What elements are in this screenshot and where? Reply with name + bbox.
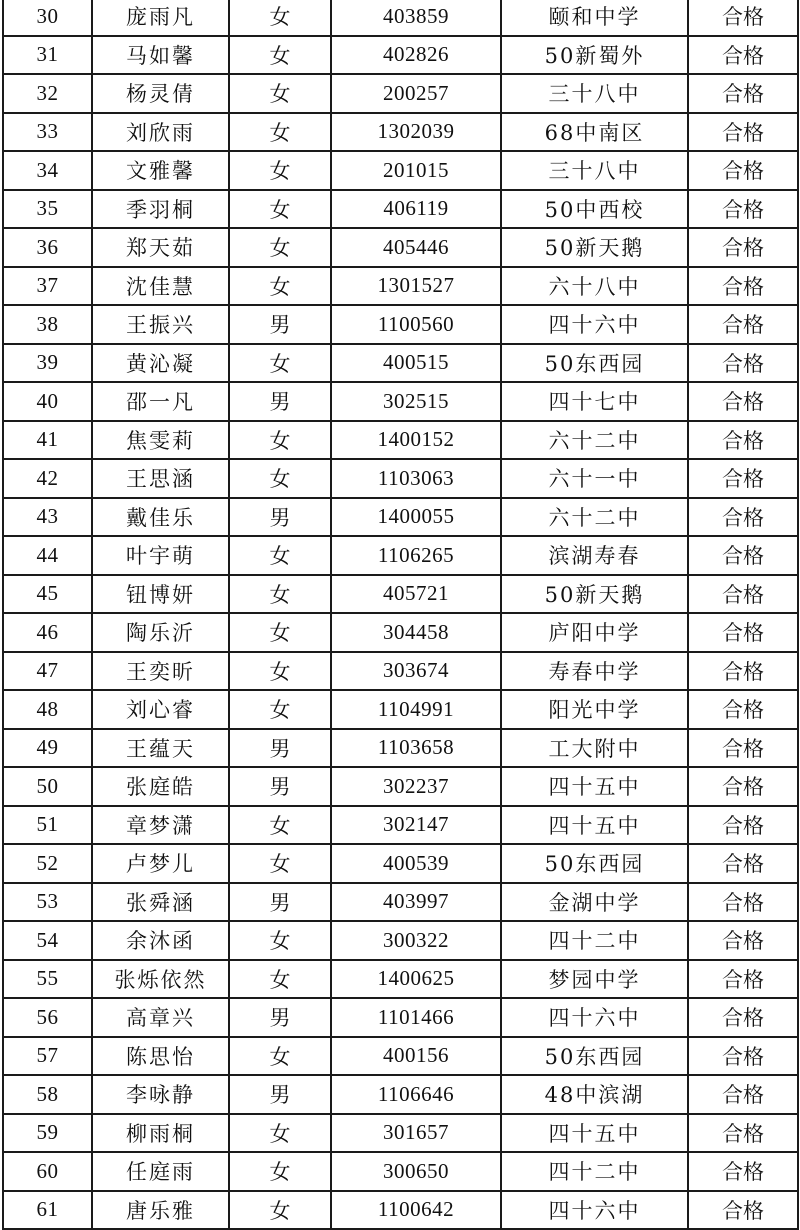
table-row xyxy=(3,536,798,575)
table-row xyxy=(3,1114,798,1153)
table-row xyxy=(3,960,798,999)
cell-result: 合格 xyxy=(688,267,798,306)
cell-id: 302515 xyxy=(331,382,501,421)
table-row xyxy=(3,1037,798,1076)
cell-name: 杨灵倩 xyxy=(92,74,229,113)
cell-number: 37 xyxy=(3,267,92,306)
cell-name: 王奕昕 xyxy=(92,652,229,691)
table-row xyxy=(3,228,798,267)
cell-result: 合格 xyxy=(688,921,798,960)
table-row xyxy=(3,421,798,460)
cell-id: 1100642 xyxy=(331,1191,501,1230)
cell-school: 50新蜀外 xyxy=(501,36,688,75)
cell-school: 四十五中 xyxy=(501,1114,688,1153)
cell-id: 300650 xyxy=(331,1152,501,1191)
table-row xyxy=(3,1152,798,1191)
cell-school: 四十六中 xyxy=(501,305,688,344)
cell-school: 50东西园 xyxy=(501,844,688,883)
cell-id: 400539 xyxy=(331,844,501,883)
table-body xyxy=(3,0,798,1229)
cell-name: 柳雨桐 xyxy=(92,1114,229,1153)
cell-name: 张舜涵 xyxy=(92,883,229,922)
cell-name: 刘心睿 xyxy=(92,690,229,729)
cell-result: 合格 xyxy=(688,613,798,652)
cell-result: 合格 xyxy=(688,1152,798,1191)
cell-result: 合格 xyxy=(688,0,798,36)
cell-result: 合格 xyxy=(688,690,798,729)
cell-number: 32 xyxy=(3,74,92,113)
cell-school: 滨湖寿春 xyxy=(501,536,688,575)
cell-school: 梦园中学 xyxy=(501,960,688,999)
cell-number: 45 xyxy=(3,575,92,614)
table-row xyxy=(3,190,798,229)
cell-id: 201015 xyxy=(331,151,501,190)
cell-school: 四十五中 xyxy=(501,806,688,845)
table-row xyxy=(3,806,798,845)
cell-id: 400515 xyxy=(331,344,501,383)
cell-number: 46 xyxy=(3,613,92,652)
cell-gender: 女 xyxy=(229,151,331,190)
cell-gender: 男 xyxy=(229,767,331,806)
cell-gender: 女 xyxy=(229,1037,331,1076)
cell-gender: 女 xyxy=(229,0,331,36)
cell-id: 403859 xyxy=(331,0,501,36)
cell-result: 合格 xyxy=(688,305,798,344)
cell-result: 合格 xyxy=(688,844,798,883)
cell-name: 卢梦儿 xyxy=(92,844,229,883)
cell-school: 工大附中 xyxy=(501,729,688,768)
cell-name: 沈佳慧 xyxy=(92,267,229,306)
cell-result: 合格 xyxy=(688,575,798,614)
cell-gender: 女 xyxy=(229,536,331,575)
cell-number: 61 xyxy=(3,1191,92,1230)
cell-school: 三十八中 xyxy=(501,151,688,190)
cell-result: 合格 xyxy=(688,652,798,691)
cell-id: 1104991 xyxy=(331,690,501,729)
table-row xyxy=(3,382,798,421)
cell-gender: 男 xyxy=(229,729,331,768)
cell-name: 陶乐沂 xyxy=(92,613,229,652)
cell-result: 合格 xyxy=(688,1075,798,1114)
table-row xyxy=(3,921,798,960)
cell-number: 55 xyxy=(3,960,92,999)
cell-id: 200257 xyxy=(331,74,501,113)
cell-gender: 男 xyxy=(229,382,331,421)
cell-id: 1101466 xyxy=(331,998,501,1037)
cell-result: 合格 xyxy=(688,228,798,267)
cell-id: 1106646 xyxy=(331,1075,501,1114)
cell-number: 41 xyxy=(3,421,92,460)
cell-school: 颐和中学 xyxy=(501,0,688,36)
cell-result: 合格 xyxy=(688,344,798,383)
cell-id: 400156 xyxy=(331,1037,501,1076)
cell-number: 40 xyxy=(3,382,92,421)
cell-id: 402826 xyxy=(331,36,501,75)
cell-id: 304458 xyxy=(331,613,501,652)
cell-id: 405446 xyxy=(331,228,501,267)
cell-result: 合格 xyxy=(688,74,798,113)
cell-result: 合格 xyxy=(688,806,798,845)
cell-number: 58 xyxy=(3,1075,92,1114)
cell-name: 王蕴天 xyxy=(92,729,229,768)
cell-result: 合格 xyxy=(688,421,798,460)
cell-gender: 女 xyxy=(229,36,331,75)
cell-id: 1302039 xyxy=(331,113,501,152)
cell-school: 寿春中学 xyxy=(501,652,688,691)
table-row xyxy=(3,113,798,152)
cell-name: 唐乐雅 xyxy=(92,1191,229,1230)
cell-gender: 女 xyxy=(229,228,331,267)
table-row xyxy=(3,1191,798,1230)
cell-school: 48中滨湖 xyxy=(501,1075,688,1114)
cell-name: 余沐函 xyxy=(92,921,229,960)
table-row xyxy=(3,767,798,806)
cell-number: 48 xyxy=(3,690,92,729)
cell-name: 焦雯莉 xyxy=(92,421,229,460)
cell-number: 36 xyxy=(3,228,92,267)
cell-gender: 男 xyxy=(229,305,331,344)
cell-name: 季羽桐 xyxy=(92,190,229,229)
cell-id: 1106265 xyxy=(331,536,501,575)
cell-id: 1100560 xyxy=(331,305,501,344)
cell-school: 四十五中 xyxy=(501,767,688,806)
cell-number: 51 xyxy=(3,806,92,845)
cell-school: 四十六中 xyxy=(501,998,688,1037)
cell-gender: 男 xyxy=(229,998,331,1037)
cell-number: 59 xyxy=(3,1114,92,1153)
cell-number: 44 xyxy=(3,536,92,575)
cell-id: 1400152 xyxy=(331,421,501,460)
cell-gender: 女 xyxy=(229,344,331,383)
cell-school: 六十二中 xyxy=(501,421,688,460)
table-row xyxy=(3,151,798,190)
cell-school: 金湖中学 xyxy=(501,883,688,922)
cell-number: 33 xyxy=(3,113,92,152)
cell-gender: 女 xyxy=(229,1152,331,1191)
cell-id: 403997 xyxy=(331,883,501,922)
cell-name: 高章兴 xyxy=(92,998,229,1037)
cell-number: 53 xyxy=(3,883,92,922)
table-row xyxy=(3,883,798,922)
table-row xyxy=(3,498,798,537)
cell-result: 合格 xyxy=(688,459,798,498)
cell-number: 39 xyxy=(3,344,92,383)
cell-number: 54 xyxy=(3,921,92,960)
cell-id: 1400055 xyxy=(331,498,501,537)
cell-name: 张烁依然 xyxy=(92,960,229,999)
cell-name: 文雅馨 xyxy=(92,151,229,190)
cell-result: 合格 xyxy=(688,960,798,999)
cell-gender: 女 xyxy=(229,921,331,960)
cell-number: 42 xyxy=(3,459,92,498)
table-row xyxy=(3,844,798,883)
cell-result: 合格 xyxy=(688,113,798,152)
results-table xyxy=(2,0,799,1230)
cell-school: 50新天鹅 xyxy=(501,575,688,614)
cell-number: 35 xyxy=(3,190,92,229)
cell-id: 405721 xyxy=(331,575,501,614)
cell-school: 50东西园 xyxy=(501,344,688,383)
table-row xyxy=(3,459,798,498)
cell-name: 陈思怡 xyxy=(92,1037,229,1076)
cell-gender: 男 xyxy=(229,1075,331,1114)
cell-result: 合格 xyxy=(688,190,798,229)
cell-name: 郑天茹 xyxy=(92,228,229,267)
cell-result: 合格 xyxy=(688,998,798,1037)
cell-gender: 女 xyxy=(229,421,331,460)
cell-number: 60 xyxy=(3,1152,92,1191)
cell-gender: 女 xyxy=(229,806,331,845)
cell-school: 六十八中 xyxy=(501,267,688,306)
cell-name: 张庭皓 xyxy=(92,767,229,806)
cell-number: 31 xyxy=(3,36,92,75)
table-row xyxy=(3,575,798,614)
cell-school: 四十七中 xyxy=(501,382,688,421)
cell-school: 四十二中 xyxy=(501,921,688,960)
cell-name: 王振兴 xyxy=(92,305,229,344)
cell-gender: 女 xyxy=(229,690,331,729)
cell-school: 阳光中学 xyxy=(501,690,688,729)
cell-school: 四十二中 xyxy=(501,1152,688,1191)
cell-gender: 女 xyxy=(229,74,331,113)
cell-gender: 女 xyxy=(229,575,331,614)
cell-name: 刘欣雨 xyxy=(92,113,229,152)
cell-gender: 女 xyxy=(229,613,331,652)
cell-name: 庞雨凡 xyxy=(92,0,229,36)
cell-result: 合格 xyxy=(688,729,798,768)
cell-gender: 男 xyxy=(229,883,331,922)
cell-id: 406119 xyxy=(331,190,501,229)
cell-name: 钮博妍 xyxy=(92,575,229,614)
cell-id: 1103658 xyxy=(331,729,501,768)
cell-school: 庐阳中学 xyxy=(501,613,688,652)
table-row xyxy=(3,74,798,113)
cell-number: 30 xyxy=(3,0,92,36)
cell-school: 50中西校 xyxy=(501,190,688,229)
cell-name: 任庭雨 xyxy=(92,1152,229,1191)
cell-gender: 女 xyxy=(229,1191,331,1230)
cell-result: 合格 xyxy=(688,1114,798,1153)
cell-school: 50新天鹅 xyxy=(501,228,688,267)
cell-number: 47 xyxy=(3,652,92,691)
cell-result: 合格 xyxy=(688,151,798,190)
cell-id: 302237 xyxy=(331,767,501,806)
cell-id: 300322 xyxy=(331,921,501,960)
cell-number: 34 xyxy=(3,151,92,190)
table-row xyxy=(3,267,798,306)
cell-gender: 女 xyxy=(229,190,331,229)
cell-result: 合格 xyxy=(688,767,798,806)
cell-school: 六十二中 xyxy=(501,498,688,537)
cell-school: 50东西园 xyxy=(501,1037,688,1076)
cell-number: 57 xyxy=(3,1037,92,1076)
cell-gender: 女 xyxy=(229,652,331,691)
cell-id: 303674 xyxy=(331,652,501,691)
cell-result: 合格 xyxy=(688,536,798,575)
cell-id: 1103063 xyxy=(331,459,501,498)
table-row xyxy=(3,729,798,768)
cell-id: 301657 xyxy=(331,1114,501,1153)
cell-name: 叶宇萌 xyxy=(92,536,229,575)
cell-result: 合格 xyxy=(688,1191,798,1230)
cell-id: 302147 xyxy=(331,806,501,845)
cell-number: 43 xyxy=(3,498,92,537)
cell-gender: 女 xyxy=(229,1114,331,1153)
cell-school: 68中南区 xyxy=(501,113,688,152)
cell-number: 52 xyxy=(3,844,92,883)
cell-result: 合格 xyxy=(688,498,798,537)
cell-gender: 女 xyxy=(229,113,331,152)
cell-school: 三十八中 xyxy=(501,74,688,113)
cell-result: 合格 xyxy=(688,36,798,75)
cell-id: 1301527 xyxy=(331,267,501,306)
table-row xyxy=(3,613,798,652)
cell-school: 六十一中 xyxy=(501,459,688,498)
table-row xyxy=(3,998,798,1037)
cell-gender: 女 xyxy=(229,844,331,883)
table-row xyxy=(3,1075,798,1114)
cell-id: 1400625 xyxy=(331,960,501,999)
table-row xyxy=(3,690,798,729)
cell-result: 合格 xyxy=(688,883,798,922)
table-row xyxy=(3,305,798,344)
cell-result: 合格 xyxy=(688,1037,798,1076)
cell-number: 49 xyxy=(3,729,92,768)
cell-result: 合格 xyxy=(688,382,798,421)
cell-name: 戴佳乐 xyxy=(92,498,229,537)
cell-number: 38 xyxy=(3,305,92,344)
table-row xyxy=(3,36,798,75)
cell-name: 黄沁凝 xyxy=(92,344,229,383)
cell-name: 邵一凡 xyxy=(92,382,229,421)
cell-name: 章梦潇 xyxy=(92,806,229,845)
cell-gender: 女 xyxy=(229,960,331,999)
cell-name: 马如馨 xyxy=(92,36,229,75)
cell-gender: 女 xyxy=(229,459,331,498)
cell-gender: 男 xyxy=(229,498,331,537)
cell-number: 50 xyxy=(3,767,92,806)
table-row xyxy=(3,652,798,691)
cell-name: 李咏静 xyxy=(92,1075,229,1114)
cell-school: 四十六中 xyxy=(501,1191,688,1230)
cell-gender: 女 xyxy=(229,267,331,306)
table-row xyxy=(3,0,798,36)
table-row xyxy=(3,344,798,383)
cell-number: 56 xyxy=(3,998,92,1037)
cell-name: 王思涵 xyxy=(92,459,229,498)
